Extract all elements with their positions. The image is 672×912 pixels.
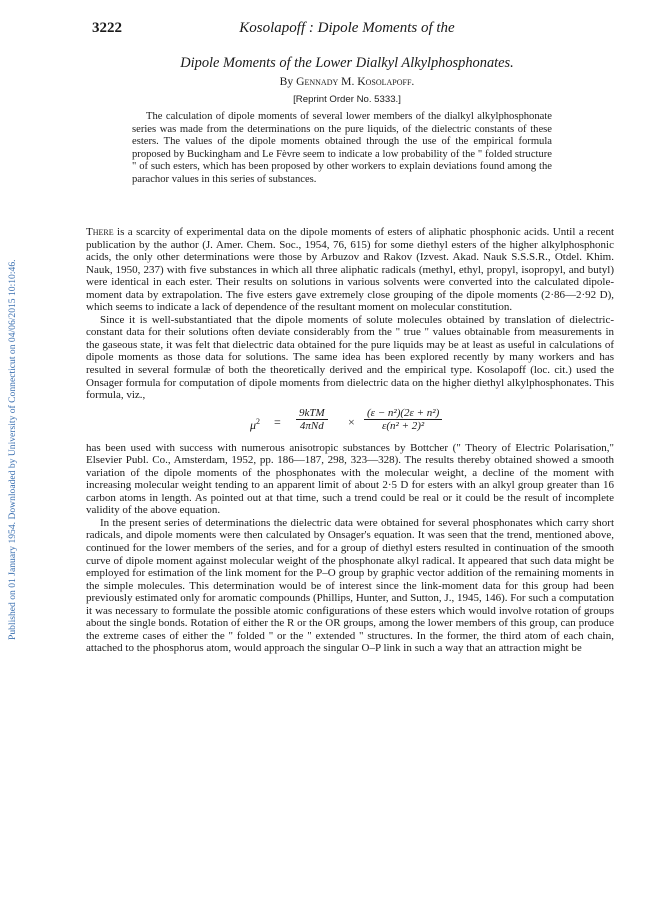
fraction-2 <box>364 407 442 433</box>
running-header <box>92 20 602 40</box>
fraction-1-denominator: 4πNd <box>299 420 324 433</box>
equals-sign: = <box>274 414 281 429</box>
author-name: Gennady M. Kosolapoff. <box>296 75 415 88</box>
paragraph-2: Since it is well-substantiated that the dipole moments of solute molecules obtained by translation of dielectric-constant data for their solutions often deviate considerably from the " true " values obtainable from measurements in the gaseous state, it was felt that dielectric data obtained for the pure liquids may be at least as useful in calculations of dipole moments as those data for solutions. The same idea has been explored recently by many workers and has resulted in several formulæ of both the theoretically derived and the empirical type. Kosolapoff (loc. cit.) used the Onsager formula for computation of dipole moments from dielectric data on the higher diethyl alkylphosphonates. This formula, viz., <box>86 313 614 402</box>
article-body <box>86 226 614 655</box>
paragraph-1 <box>86 226 614 314</box>
reprint-order: [Reprint Order No. 5333.] <box>293 94 401 105</box>
abstract: The calculation of dipole moments of several lower members of the dialkyl alkylphosphonate series was made from the determinations on the pure liquids, of the dielectric constants of these esters. The values of the dipole moments obtained through the use of the empirical formula proposed by Buckingham and Le Fèvre seem to indicate a low probability of the " folded structure " of such esters, which has been proposed by other workers to explain deviations found among the parachor values in this series of substances. <box>132 111 552 185</box>
times-sign: × <box>348 414 355 429</box>
byline-by: By <box>279 75 294 88</box>
lead-word: There <box>86 226 114 238</box>
publication-side-note: Published on 01 January 1954. Downloaded by University of Connecticut on 04/06/2015 10:10:46. <box>7 259 18 640</box>
paragraph-3: has been used with success with numerous anisotropic substances by Bottcher (" Theory of Electric Polarisation," Elsevier Publ. Co., Amsterdam, 1952, pp. 186—187, 298, 323—328). The results thereby obtained showed a smooth variation of the dipole moments of the phosphonates with the molecular weight, a decline of the moment with increasing molecular weight tending to an apparent limit of about 2·5 D for esters with an alkyl group greater than 16 carbon atoms in length. As pointed out at that time, such a trend could be real or it could be the result of incomplete validity of the above equation. <box>86 441 614 517</box>
byline <box>92 75 602 88</box>
paragraph-1-text: is a scarcity of experimental data on the dipole moments of esters of aliphatic phosphonic acids. Until a recent publication by the author (J. Amer. Chem. Soc., 1954, 76, 615) for some diethyl esters of the higher alkylphosphonic acids, the only other determinations were those by Arbuzov and Rakov (Izvest. Akad. Nauk S.S.S.R., Otdel. Khim. Nauk, 1950, 237) with five substances in which all three aliphatic radicals (methyl, ethyl, propyl, isopropyl, and butyl) were identical in each ester. Their results on solutions in various solvents were converted into the calculated dipole-moment data by extrapolation. The five esters gave extremely close grouping of the dipole moments (2·86—2·92 D), which seems to indicate a lack of dependence of the resultant moment on molecular constitution. <box>86 226 614 314</box>
fraction-1-numerator: 9kTM <box>296 407 328 421</box>
article-title: Dipole Moments of the Lower Dialkyl Alkylphosphonates. <box>180 55 514 71</box>
page-number: 3222 <box>92 20 122 36</box>
fraction-1 <box>296 407 328 433</box>
onsager-equation <box>86 404 614 442</box>
fraction-2-numerator: (ε − n²)(2ε + n²) <box>364 407 442 421</box>
paragraph-4: In the present series of determinations the dielectric data were obtained for several phosphonates which carry short radicals, and dipole moments were then calculated by Onsager's equation. It was seen that the trend, mentioned above, continued for the lower members of the series, and for a group of diethyl esters resulted in continuation of the smooth curve of dipole moment against molecular weight of the phosphonate alkyl radical. It appeared that such data might be employed for estimation of the link moment for the P–O group by graphic vector addition of the remaining moments in the simple molecules. This determination would be of interest since the link-moment data for this group had been previously estimated only for aromatic compounds (Phillips, Hunter, and Sutton, J., 1945, 146). For such a computation it was necessary to formulate the possible atomic configurations of these esters which would involve rotation of groups about the single bonds. Rotation of either the R or the OR groups, among the lower members of this group, can produce the extreme cases of either the " folded " or the " extended " structures. In the former, the third atom of each chain, attached to the phosphorus atom, would approach the singular O–P link in such a way that an attraction might be <box>86 516 614 655</box>
fraction-2-denominator: ε(n² + 2)² <box>382 420 425 433</box>
equation-lhs: $\mu^2$ <box>250 416 261 432</box>
running-title: Kosolapoff : Dipole Moments of the <box>239 20 455 36</box>
